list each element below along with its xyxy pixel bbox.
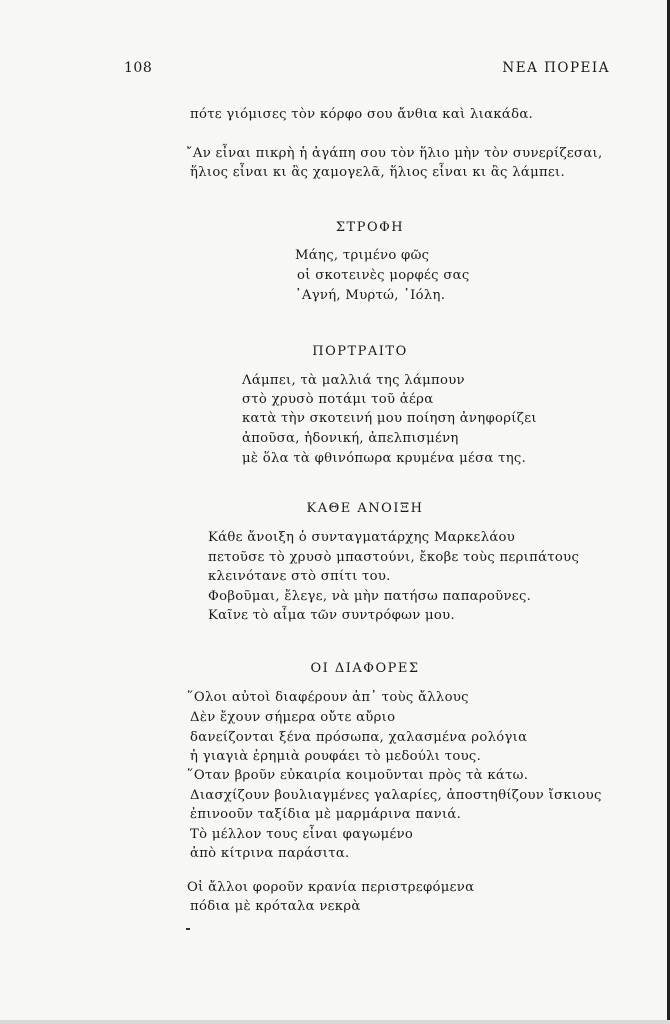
poem-line: ἡ γιαγιὰ ἐρημιὰ ρουφάει τὸ μεδούλι τους. [190, 749, 482, 764]
poem-line: μὲ ὅλα τὰ φθινόπωρα κρυμένα μέσα της. [242, 451, 527, 466]
poem-line: ῎Αν εἶναι πικρὴ ἡ ἀγάπη σου τὸν ἥλιο μὴν τὸν συνερίζεσαι, [186, 146, 603, 161]
poem-line: κατὰ τὴν σκοτεινή μου ποίηση ἀνηφορίζει [242, 411, 537, 426]
poem-line: ῞Ολοι αὐτοὶ διαφέρουν ἀπ᾿ τοὺς ἄλλους [187, 690, 469, 705]
poem-line: πόδια μὲ κρόταλα νεκρὰ [190, 899, 361, 914]
poem-line: Διασχίζουν βουλιαγμένες γαλαρίες, ἀποστηθίζουν ἴσκιους [190, 788, 602, 803]
poem-line: πετοῦσε τὸ χρυσὸ μπαστούνι, ἔκοβε τοὺς περιπάτους [208, 550, 580, 565]
poem-line: Οἱ ἄλλοι φοροῦν κρανία περιστρεφόμενα [187, 880, 475, 895]
poem-line: Μάης, τριμένο φῶς [295, 248, 430, 263]
poem-line: ῾Αγνή, Μυρτώ, ᾿Ιόλη. [295, 288, 446, 303]
poem-line: Τὸ μέλλον τους εἶναι φαγωμένο [190, 827, 414, 842]
poem-line: στὸ χρυσὸ ποτάμι τοῦ ἀέρα [242, 392, 434, 407]
poem-line: Φοβοῦμαι, ἔλεγε, νὰ μὴν πατήσω παπαροῦνες. [208, 589, 532, 604]
poem-line: δανείζονται ξένα πρόσωπα, χαλασμένα ρολόγια [190, 730, 528, 745]
poem-line: ἀπὸ κίτρινα παράσιτα. [190, 846, 350, 861]
poem-line: ἐπινοοῦν ταξίδια μὲ μαρμάρινα πανιά. [190, 807, 462, 822]
poem-line: Κάθε ἄνοιξη ὁ συνταγματάρχης Μαρκελάου [208, 530, 516, 545]
poem-line: Δὲν ἔχουν σήμερα οὔτε αὔριο [190, 710, 396, 725]
poem-line: Καῖνε τὸ αἷμα τῶν συντρόφων μου. [208, 608, 455, 623]
poem-line: πότε γιόμισες τὸν κόρφο σου ἄνθια καὶ λιακάδα. [190, 107, 534, 122]
poem-title: ΠΟΡΤΡΑΙΤΟ [312, 344, 408, 359]
poem-line: ῞Οταν βροῦν εὐκαιρία κοιμοῦνται πρὸς τὰ κάτω. [187, 768, 529, 783]
poem-line: ἀποῦσα, ἡδονική, ἀπελπισμένη [242, 431, 459, 446]
page-number: 108 [124, 60, 153, 76]
running-header-title: ΝΕΑ ΠΟΡΕΙΑ [502, 60, 610, 76]
poem-title: ΣΤΡΟΦΗ [335, 220, 405, 235]
poem-line: Λάμπει, τὰ μαλλιά της λάμπουν [242, 373, 465, 388]
continuation-mark [186, 928, 190, 930]
page-bottom-edge [0, 1020, 670, 1024]
poem-title: ΟΙ ΔΙΑΦΟΡΕΣ [310, 661, 420, 676]
poem-line: κλεινότανε στὸ σπίτι του. [208, 569, 391, 584]
poem-line: οἱ σκοτεινὲς μορφές σας [297, 268, 470, 283]
poem-line: ἥλιος εἶναι κι ἂς χαμογελᾶ, ἥλιος εἶναι κι ἂς λάμπει. [190, 165, 566, 180]
poem-title: ΚΑΘΕ ΑΝΟΙΞΗ [306, 501, 424, 516]
